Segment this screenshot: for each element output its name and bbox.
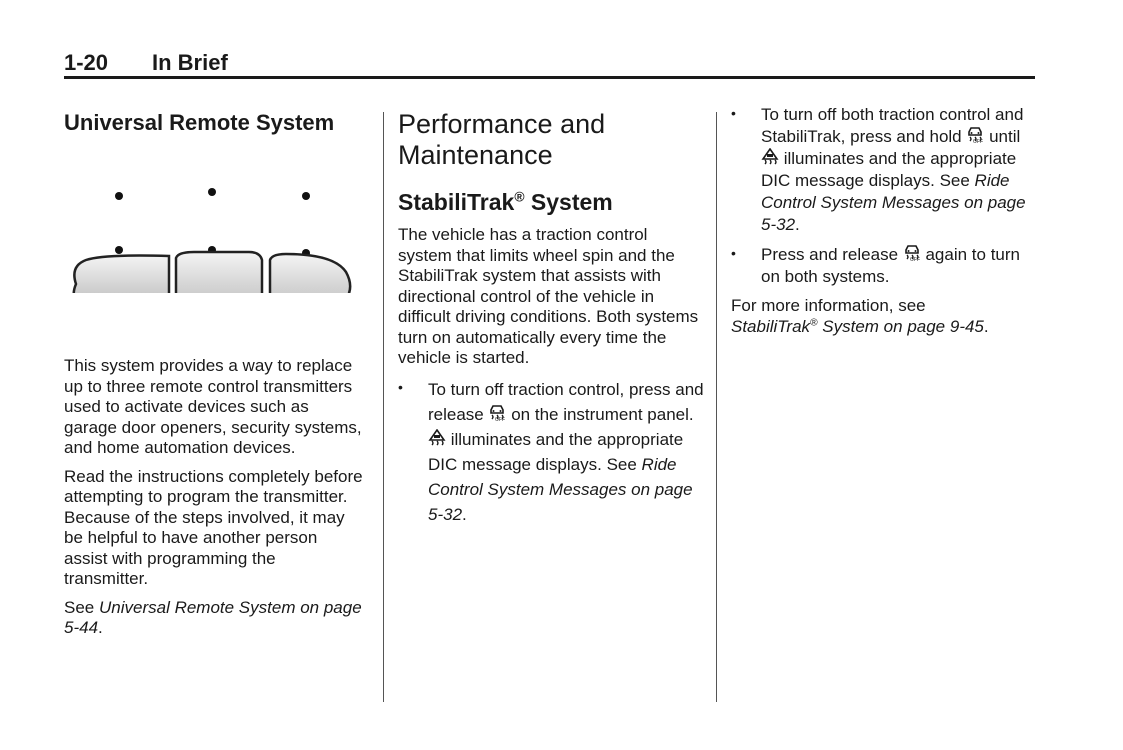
bullet: • — [398, 378, 403, 395]
traction-control-off-icon — [488, 404, 506, 422]
universal-remote-heading: Universal Remote System — [64, 110, 335, 135]
column-divider-1 — [383, 112, 384, 702]
remote-button-2 — [176, 252, 262, 293]
remote-button-3 — [270, 254, 350, 293]
column-divider-2 — [716, 112, 717, 702]
list-item: • Press and release again to turn on both systems. — [731, 244, 1031, 288]
button-1-led — [115, 246, 123, 254]
remote-button-1 — [74, 256, 169, 294]
section-title: In Brief — [152, 50, 228, 75]
see-reference: See Universal Remote System on page 5-44. — [64, 597, 362, 637]
ride-control-link[interactable]: Ride Control System Messages on page 5-32 — [761, 171, 1026, 234]
stabilitrak-link[interactable]: StabiliTrak® System on page 9-45 — [731, 316, 984, 336]
remote-buttons-figure — [64, 178, 364, 298]
column-3 — [731, 104, 1031, 345]
bullet: • — [731, 105, 736, 121]
stabilitrak-description: The vehicle has a traction control system that limits wheel spin and the StabiliTrak system that assists with directional control of the vehicle in difficult driving conditions. Both systems turn on automatically every time the vehicle is started. — [398, 225, 699, 367]
header-rule — [64, 76, 1035, 79]
page-header — [64, 50, 228, 76]
performance-heading: Performance and Maintenance — [398, 109, 606, 170]
instructions-paragraph: Read the instructions completely before attempting to program the transmitter. Because of the steps involved, it may be helpful to have another person assist with programming the transmitter. — [64, 466, 363, 588]
stabilitrak-icon — [761, 148, 779, 166]
column-1 — [64, 110, 364, 647]
universal-remote-link[interactable]: Universal Remote System on page 5-44 — [64, 597, 362, 637]
bullet: • — [731, 245, 736, 261]
stabilitrak-heading: StabiliTrak® System — [398, 189, 613, 215]
traction-control-off-icon — [966, 126, 984, 144]
ride-control-link[interactable]: Ride Control System Messages on page 5-32 — [428, 454, 693, 524]
list-item: • To turn off both traction control and StabiliTrak, press and hold until illuminates and the appropriate DIC message displays. See Ride Control System Messages on page 5-32. — [731, 104, 1031, 236]
stabilitrak-icon — [428, 429, 446, 447]
stabilitrak-reference: StabiliTrak® System on page 9-45. — [731, 316, 989, 336]
more-info-text: For more information, see — [731, 296, 926, 315]
traction-control-off-icon — [903, 244, 921, 262]
intro-paragraph: This system provides a way to replace up to three remote control transmitters used to activate devices such as garage door openers, security systems, and home automation devices. — [64, 356, 362, 457]
list-item: • To turn off traction control, press and release on the instrument panel. illuminates and the appropriate DIC message displays. See Ride Control System Messages on page 5-32. — [398, 377, 706, 527]
page-number: 1-20 — [64, 50, 109, 75]
column-2 — [398, 109, 706, 535]
remote-buttons-illustration — [64, 178, 364, 293]
